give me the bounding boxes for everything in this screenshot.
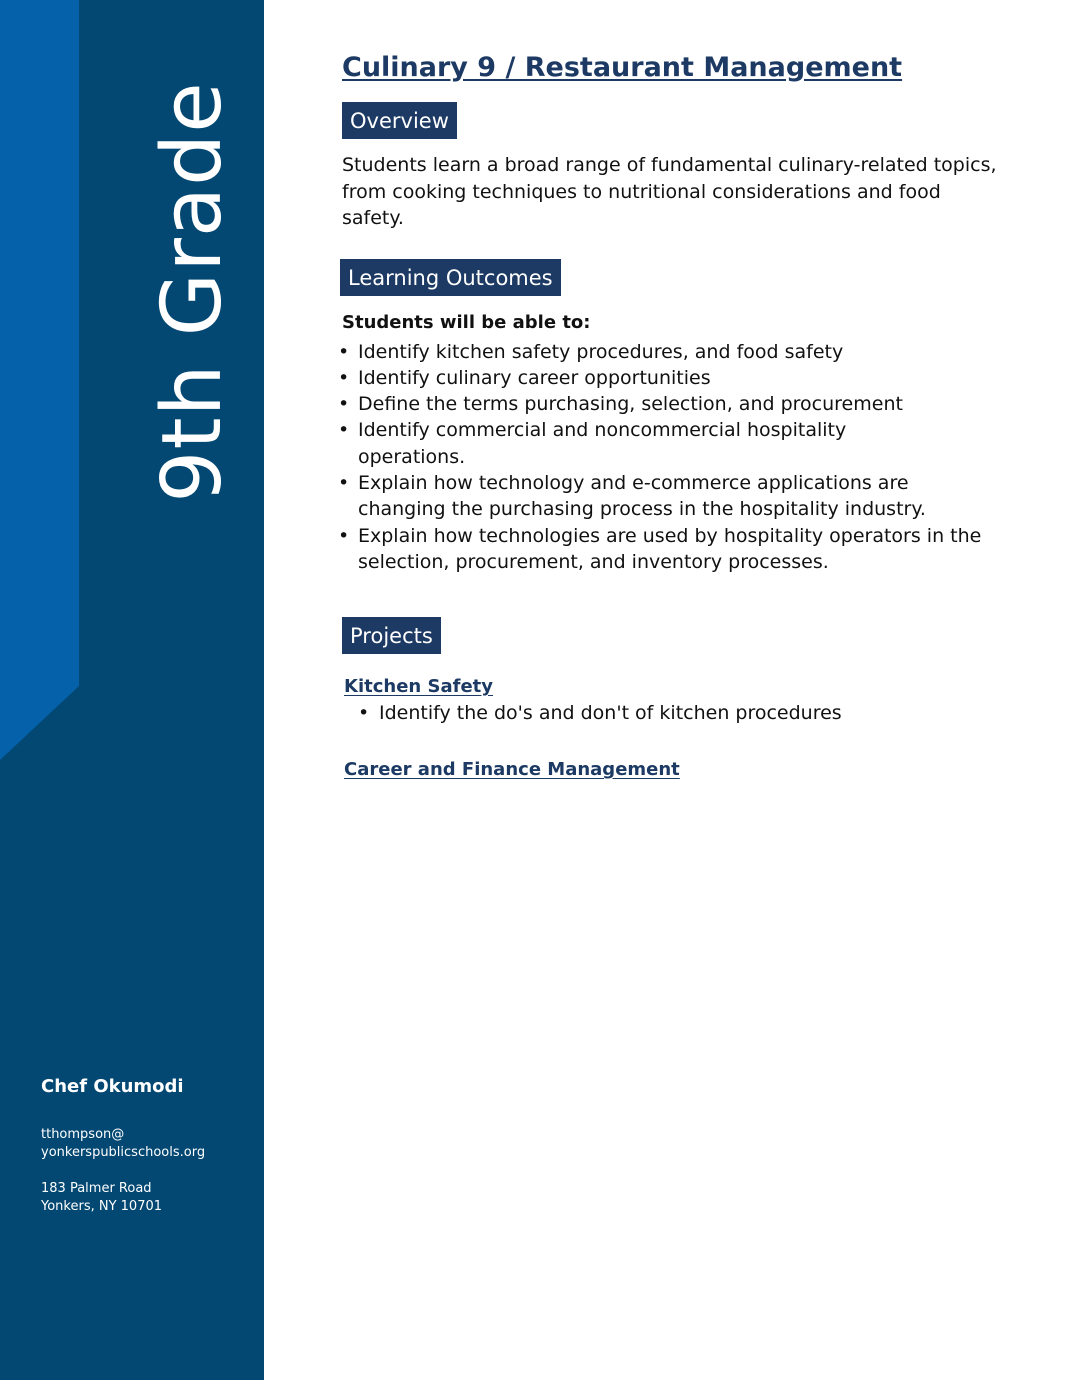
- list-item: • Explain how technology and e-commerce applications are changing the purchasing process in the hospitality industry.: [342, 470, 998, 523]
- project-kitchen-safety: [344, 676, 1022, 726]
- list-item: • Identify the do's and don't of kitchen procedures: [344, 700, 1022, 726]
- list-item: • Identify culinary career opportunities: [342, 365, 998, 391]
- learning-outcomes-heading: Learning Outcomes: [340, 259, 561, 296]
- address-line-1: 183 Palmer Road: [41, 1181, 152, 1196]
- list-item: • Identify kitchen safety procedures, and food safety: [342, 339, 998, 365]
- project-items: [344, 700, 1022, 726]
- project-link-career-finance[interactable]: Career and Finance Management: [344, 759, 680, 781]
- projects-heading: Projects: [342, 617, 441, 654]
- email-line-2[interactable]: yonkerspublicschools.org: [41, 1145, 206, 1160]
- outcomes-list: [342, 339, 1022, 576]
- overview-text: Students learn a broad range of fundamental culinary-related topics, from cooking techniques to nutritional considerations and food safety.: [342, 154, 997, 229]
- list-item: • Explain how technologies are used by hospitality operators in the selection, procurement, and inventory processes.: [342, 523, 998, 576]
- list-item: • Define the terms purchasing, selection, and procurement: [342, 391, 998, 417]
- page-title[interactable]: Culinary 9 / Restaurant Management: [342, 52, 903, 83]
- contact-block: [41, 1076, 256, 1216]
- list-item: • Identify commercial and noncommercial hospitality operations.: [342, 417, 918, 470]
- project-link-kitchen-safety[interactable]: Kitchen Safety: [344, 676, 493, 698]
- address-line-2: Yonkers, NY 10701: [41, 1199, 163, 1214]
- email-line-1[interactable]: tthompson@: [41, 1127, 125, 1142]
- overview-heading: Overview: [342, 102, 457, 139]
- main-content: [342, 52, 1022, 780]
- outcomes-intro: Students will be able to:: [342, 311, 591, 333]
- teacher-name: Chef Okumodi: [41, 1076, 184, 1097]
- project-career-finance: [344, 759, 1022, 780]
- grade-label: 9th Grade: [145, 81, 240, 503]
- sidebar: [0, 0, 264, 1380]
